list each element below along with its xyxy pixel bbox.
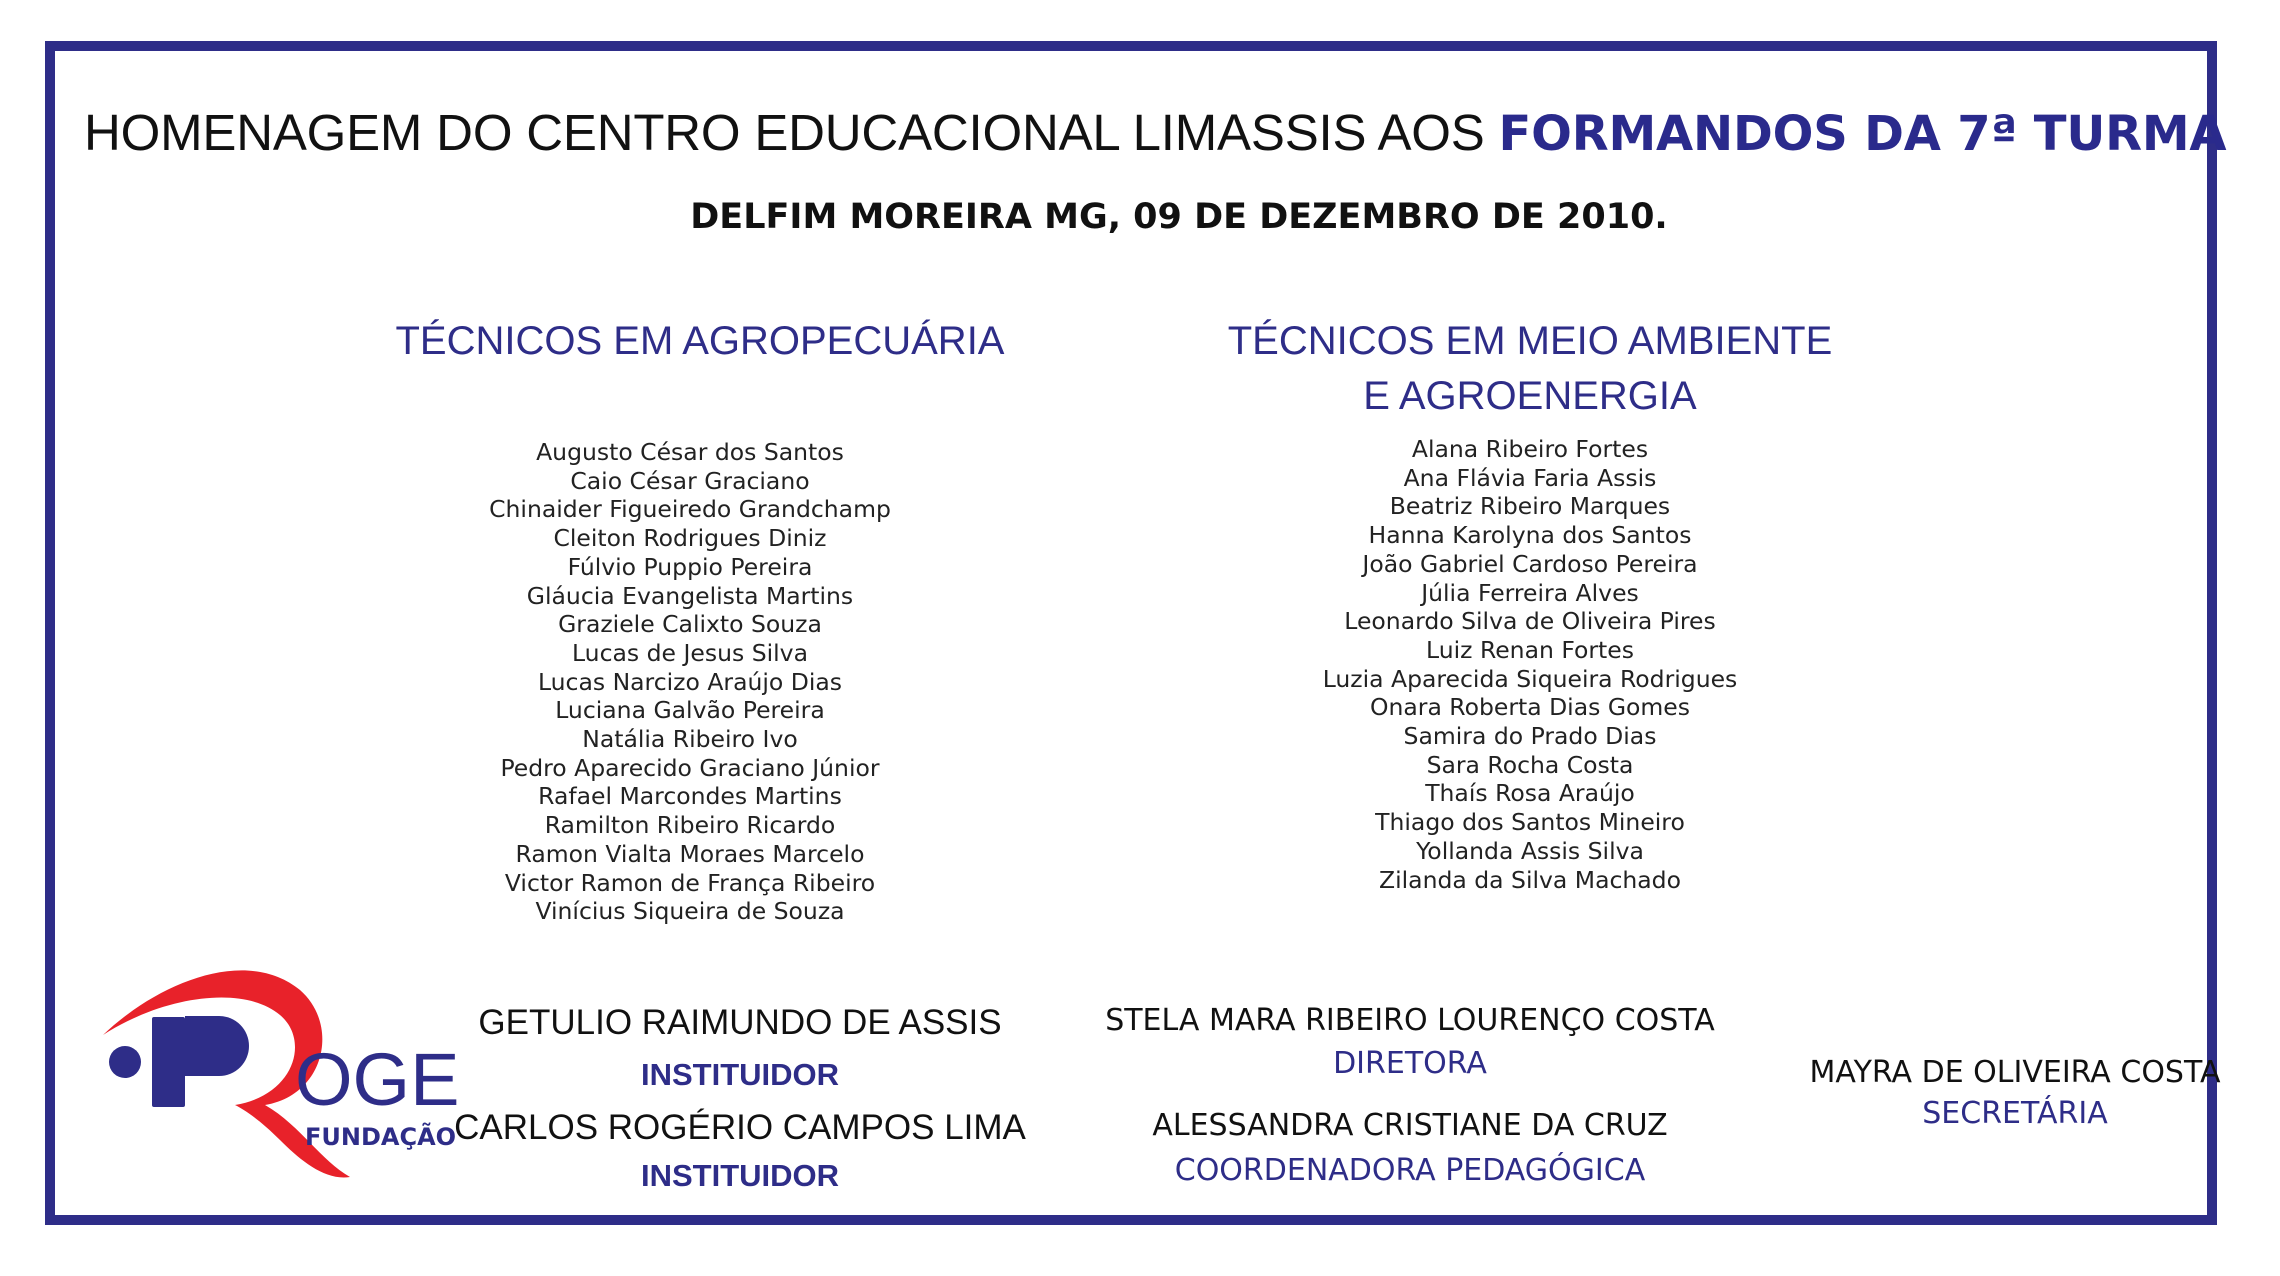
logo-stem-icon [152, 1017, 185, 1107]
graduate-name: Júlia Ferreira Alves [1421, 578, 1639, 607]
logo-fundacao-text: FUNDAÇÃO [305, 1123, 457, 1151]
title-highlight: FORMANDOS DA 7ª TURMA [1498, 106, 2227, 162]
graduate-name: Alana Ribeiro Fortes [1411, 435, 1649, 463]
graduate-name: Ana Flávia Faria Assis [1403, 463, 1657, 492]
graduate-name: Beatriz Ribeiro Marques [1389, 492, 1671, 521]
logo-dot-icon [109, 1046, 141, 1078]
graduate-name: Hanna Karolyna dos Santos [1368, 521, 1692, 550]
graduate-name: Thaís Rosa Araújo [1425, 779, 1635, 808]
signature-role: INSTITUIDOR [640, 1057, 840, 1092]
signature-name: STELA MARA RIBEIRO LOURENÇO COSTA [1105, 1003, 1715, 1038]
signature-role: DIRETORA [1333, 1046, 1487, 1081]
graduate-name: Cleiton Rodrigues Diniz [553, 524, 827, 553]
signature-role: SECRETÁRIA [1922, 1096, 2108, 1131]
signature-name: MAYRA DE OLIVEIRA COSTA [1809, 1055, 2221, 1090]
graduate-name: Onara Roberta Dias Gomes [1369, 693, 1690, 722]
graduate-name: Zilanda da Silva Machado [1379, 865, 1681, 894]
graduate-name: Graziele Calixto Souza [558, 610, 822, 639]
graduate-name: Caio César Graciano [570, 466, 810, 495]
graduate-name: Augusto César dos Santos [536, 438, 844, 466]
subtitle-place-date: DELFIM MOREIRA MG, 09 DE DEZEMBRO DE 2010. [690, 197, 1668, 237]
graduate-name: Rafael Marcondes Martins [538, 782, 842, 811]
logo-oge-text: OGE [295, 1038, 460, 1121]
signature-alessandra [1060, 1108, 1760, 1188]
roge-fundacao-logo [95, 945, 460, 1195]
graduate-name: Victor Ramon de França Ribeiro [504, 868, 876, 897]
graduate-name: Samira do Prado Dias [1403, 722, 1657, 751]
graduate-name: Leonardo Silva de Oliveira Pires [1344, 607, 1716, 636]
signature-stela [1060, 1003, 1760, 1081]
heading-meio-ambiente-line2: E AGROENERGIA [1363, 374, 1697, 418]
graduate-name: Luzia Aparecida Siqueira Rodrigues [1322, 664, 1738, 693]
graduate-name: Ramilton Ribeiro Ricardo [544, 811, 836, 840]
heading-agropecuaria: TÉCNICOS EM AGROPECUÁRIA [395, 319, 1005, 363]
roge-logo-icon [95, 945, 460, 1195]
signature-name: CARLOS ROGÉRIO CAMPOS LIMA [454, 1108, 1026, 1147]
graduate-list-agropecuaria [440, 438, 940, 926]
graduate-name: Lucas Narcizo Araújo Dias [537, 667, 843, 696]
graduate-list-meio-ambiente [1280, 435, 1780, 894]
signature-role: INSTITUIDOR [640, 1158, 840, 1193]
title-prefix: HOMENAGEM DO CENTRO EDUCACIONAL LIMASSIS AOS [84, 104, 1499, 161]
graduate-name: Pedro Aparecido Graciano Júnior [500, 753, 880, 782]
graduate-name: Fúlvio Puppio Pereira [567, 552, 813, 581]
heading-meio-ambiente-line1: TÉCNICOS EM MEIO AMBIENTE [1227, 319, 1833, 363]
graduate-name: Natália Ribeiro Ivo [582, 725, 798, 754]
graduate-name: Vinícius Siqueira de Souza [535, 897, 845, 926]
signature-role: COORDENADORA PEDAGÓGICA [1174, 1153, 1646, 1188]
signature-mayra [1750, 1055, 2280, 1131]
graduate-name: Yollanda Assis Silva [1416, 836, 1644, 865]
graduate-name: Chinaider Figueiredo Grandchamp [489, 495, 891, 524]
signature-carlos [440, 1108, 1040, 1194]
graduate-name: Gláucia Evangelista Martins [526, 581, 854, 610]
signature-name: ALESSANDRA CRISTIANE DA CRUZ [1152, 1108, 1668, 1143]
graduate-name: Ramon Vialta Moraes Marcelo [515, 839, 865, 868]
graduate-name: Sara Rocha Costa [1426, 750, 1634, 779]
graduate-name: Luiz Renan Fortes [1426, 635, 1634, 664]
graduate-name: Luciana Galvão Pereira [555, 696, 825, 725]
graduate-name: Thiago dos Santos Mineiro [1375, 808, 1685, 837]
graduate-name: Lucas de Jesus Silva [572, 638, 808, 667]
graduate-name: João Gabriel Cardoso Pereira [1362, 549, 1698, 578]
signature-getulio [440, 1003, 1040, 1093]
page-title [84, 103, 2227, 162]
heading-meio-ambiente [1180, 314, 1880, 424]
signature-name: GETULIO RAIMUNDO DE ASSIS [478, 1003, 1002, 1042]
